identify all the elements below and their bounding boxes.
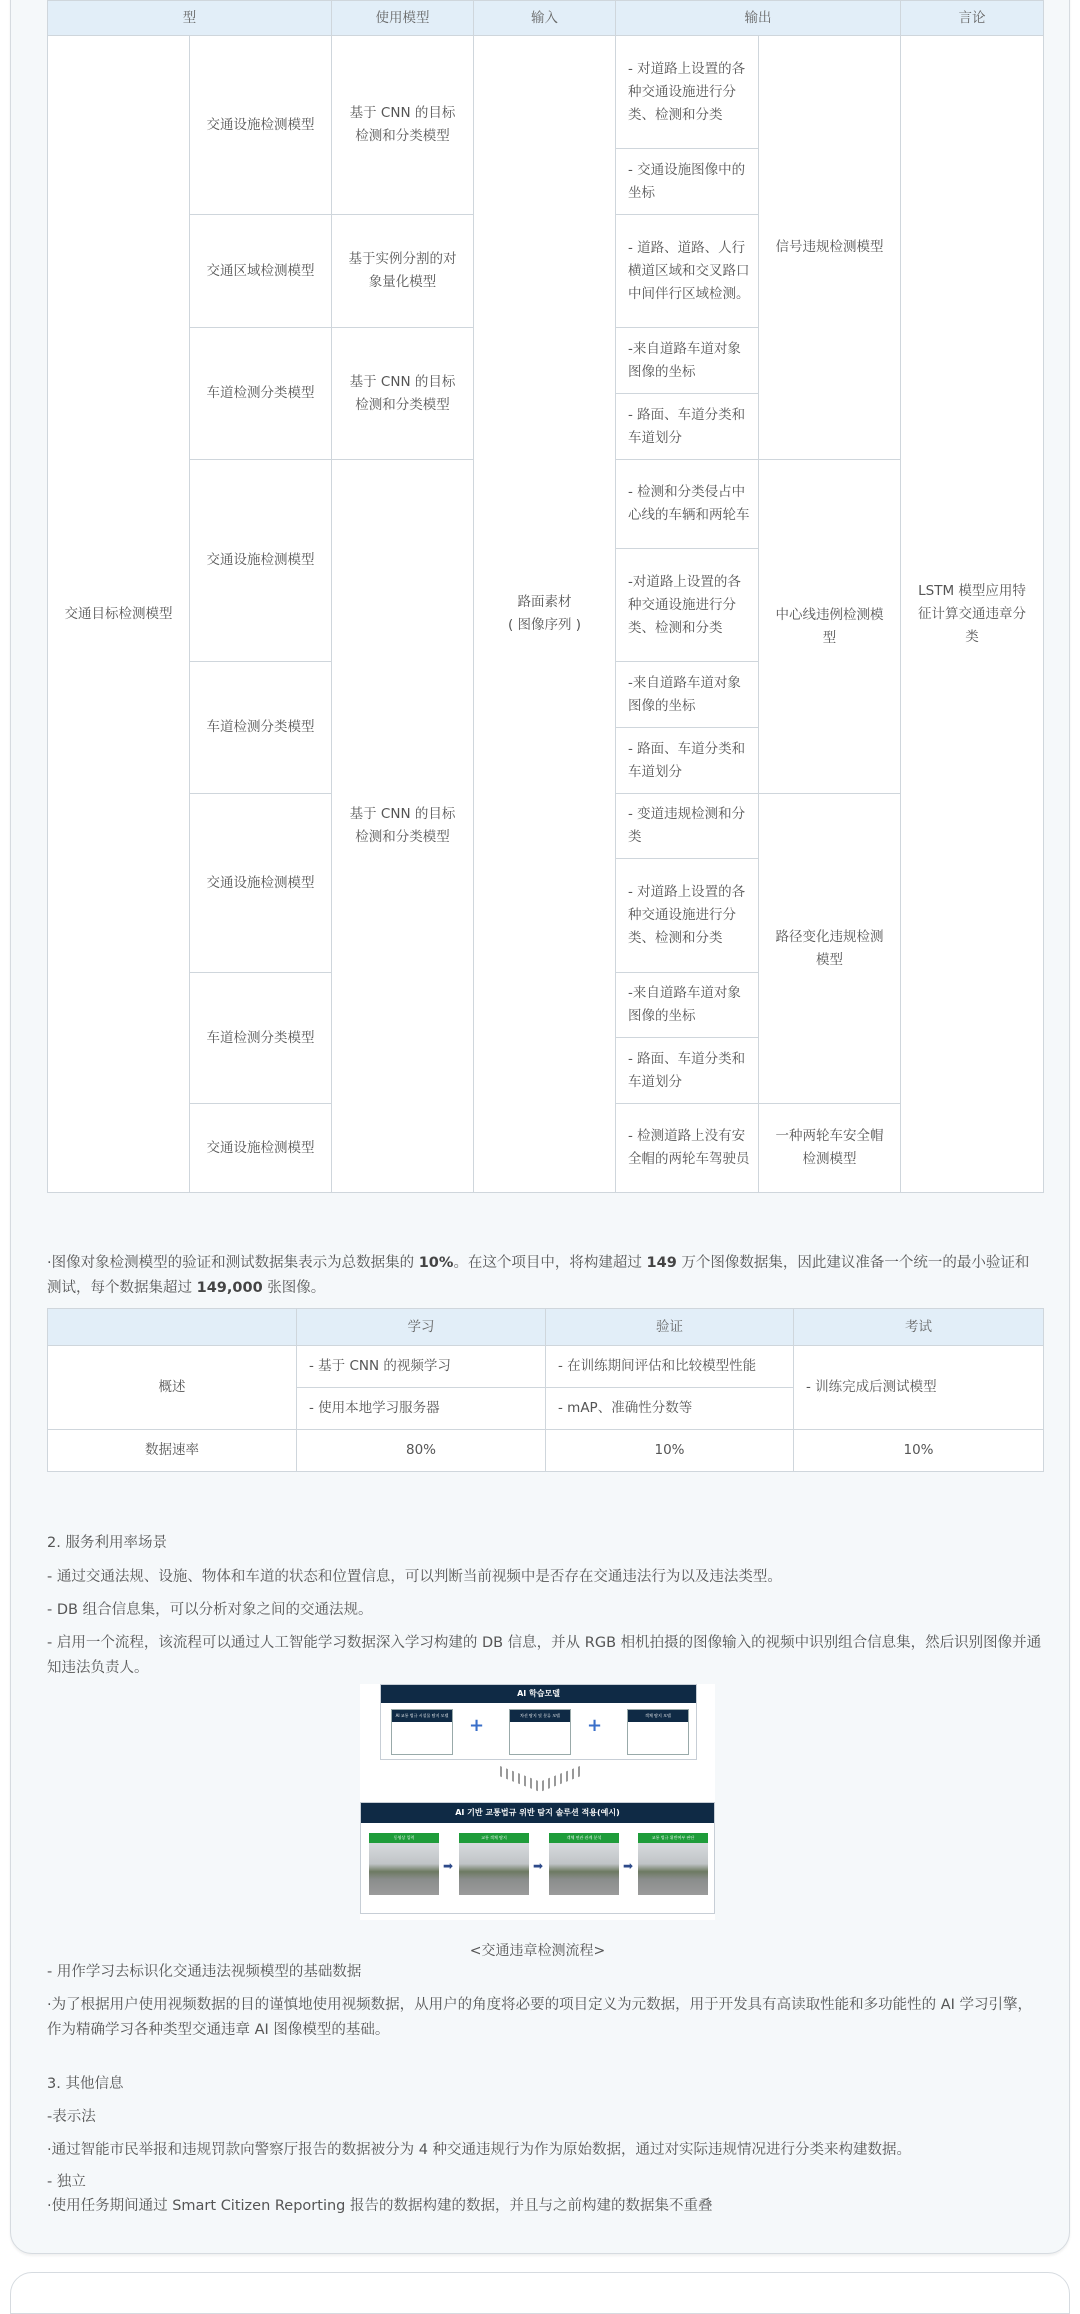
section2-title: 2. 服务利用率场景 (47, 1535, 167, 1551)
output-cell: - 交通设施图像中的坐标 (616, 149, 759, 215)
note-bold: 149,000 (196, 1280, 263, 1296)
header-used-model: 使用模型 (332, 1, 474, 36)
section2-line: - 通过交通法规、设施、物体和车道的状态和位置信息，可以判断当前视频中是否存在交通违法行为以及违法类型。 (47, 1569, 782, 1585)
output-cell: - 路面、车道分类和车道划分 (616, 728, 759, 794)
output-cell: - 对道路上设置的各种交通设施进行分类、检测和分类 (616, 36, 759, 149)
independent-text: ·使用任务期间通过 Smart Citizen Reporting 报告的数据构建的数据，并且与之前构建的数据集不重叠 (47, 2198, 713, 2214)
violation-model-cell: 信号违规检测模型 (759, 36, 901, 460)
ai-model-panel (380, 1684, 697, 1760)
section2-line: - DB 组合信息集，可以分析对象之间的交通法规。 (47, 1602, 373, 1618)
output-cell: -来自道路车道对象图像的坐标 (616, 328, 759, 394)
note-text: ·图像对象检测模型的验证和测试数据集表示为总数据集的 (47, 1255, 419, 1271)
sub-model-cell: 车道检测分类模型 (190, 662, 332, 794)
used-model-cell: 基于 CNN 的目标检测和分类模型 (332, 328, 474, 460)
note-bold: 10% (418, 1255, 454, 1271)
table-row (48, 36, 1044, 149)
violation-model-cell: 一种两轮车安全帽检测模型 (759, 1104, 901, 1193)
header-type: 型 (48, 1, 332, 36)
step-label: 객체 연관 관계 분석 (549, 1833, 619, 1843)
test-cell: - 训练完成后测试模型 (794, 1346, 1044, 1430)
rate-validate: 10% (546, 1430, 794, 1472)
used-model-cell: 基于实例分割的对象量化模型 (332, 215, 474, 328)
header-learn: 学习 (297, 1309, 546, 1346)
chevron-down-icon (500, 1766, 580, 1792)
header-empty (48, 1309, 297, 1346)
plus-icon: + (469, 1715, 485, 1736)
sub-model-cell: 交通设施检测模型 (190, 794, 332, 973)
split-table (47, 1308, 1044, 1472)
section2-line: ·为了根据用户使用视频数据的目的谨慎地使用视频数据，从用户的角度将必要的项目定义为元数据，用于开发具有高读取性能和多功能性的 AI 学习引擎，作为精确学习各种类型交通违章 AI 图像模型的基础。 (47, 1997, 1033, 2038)
output-cell: - 检测道路上没有安全帽的两轮车驾驶员 (616, 1104, 759, 1193)
output-cell: -来自道路车道对象图像的坐标 (616, 662, 759, 728)
figure-top-title: AI 학습모델 (381, 1685, 696, 1703)
category-cell: 交通目标检测模型 (48, 36, 190, 1193)
road-photo (369, 1843, 439, 1895)
output-cell: - 道路、道路、人行横道区域和交叉路口中间伴行区域检测。 (616, 215, 759, 328)
figure-step (369, 1833, 439, 1897)
table-header-row (48, 1, 1044, 36)
road-photo (638, 1843, 708, 1895)
learn-cell: - 使用本地学习服务器 (297, 1388, 546, 1430)
next-card (10, 2272, 1070, 2314)
figure-box (391, 1709, 453, 1755)
table-header-row (48, 1309, 1044, 1346)
figure-box-title: 객체 탐지 모델 (628, 1710, 688, 1722)
violation-flow-figure (360, 1684, 715, 1920)
independent-label: - 独立 (47, 2174, 86, 2190)
step-label: 교통 법규 위반여부 판단 (638, 1833, 708, 1843)
section3-title: 3. 其他信息 (47, 2076, 124, 2092)
table-row (48, 1346, 1044, 1388)
section2-line: - 启用一个流程，该流程可以通过人工智能学习数据深入学习构建的 DB 信息，并从 RGB 相机拍摄的图像输入的视频中识别组合信息集，然后识别图像并通知违法负责人。 (47, 1635, 1042, 1676)
note-bold: 149 (646, 1255, 677, 1271)
header-output: 输出 (616, 1, 901, 36)
output-cell: - 路面、车道分类和车道划分 (616, 394, 759, 460)
output-cell: - 路面、车道分类和车道划分 (616, 1038, 759, 1104)
sub-model-cell: 交通设施检测模型 (190, 1104, 332, 1193)
used-model-cell: 基于 CNN 的目标检测和分类模型 (332, 460, 474, 1193)
sub-model-cell: 交通区域检测模型 (190, 215, 332, 328)
violation-model-cell: 中心线违例检测模型 (759, 460, 901, 794)
rate-test: 10% (794, 1430, 1044, 1472)
table-row (48, 1430, 1044, 1472)
validate-cell: - mAP、准确性分数等 (546, 1388, 794, 1430)
used-model-cell: 基于 CNN 的目标检测和分类模型 (332, 36, 474, 215)
rate-label: 数据速率 (48, 1430, 297, 1472)
sub-model-cell: 交通设施检测模型 (190, 460, 332, 662)
input-line: ( 图像序列 ) (507, 617, 582, 633)
note-text: 张图像。 (262, 1280, 326, 1296)
model-table (47, 0, 1044, 1193)
solution-panel (360, 1802, 715, 1914)
figure-box (627, 1709, 689, 1755)
figure-step (549, 1833, 619, 1897)
figure-box (509, 1709, 571, 1755)
figure-step (638, 1833, 708, 1897)
arrow-right-icon: ➡ (623, 1859, 634, 1873)
overview-label: 概述 (48, 1346, 297, 1430)
rate-learn: 80% (297, 1430, 546, 1472)
note-text: 万个图像数据集，因此建议准备一个统一的最小验证和测试，每个数据集超过 (47, 1255, 1030, 1296)
step-label: 교통 객체 탐지 (459, 1833, 529, 1843)
validate-cell: - 在训练期间评估和比较模型性能 (546, 1346, 794, 1388)
section2-line: - 用作学习去标识化交通违法视频模型的基础数据 (47, 1964, 362, 1980)
figure-caption: <交通违章检测流程> (469, 1943, 606, 1959)
output-cell: -来自道路车道对象图像的坐标 (616, 973, 759, 1038)
arrow-right-icon: ➡ (443, 1859, 454, 1873)
notation-label: -表示法 (47, 2109, 96, 2125)
figure-box-title: AI 교통 법규 시설물 탐지 모델 (392, 1710, 452, 1722)
output-cell: - 对道路上设置的各种交通设施进行分类、检测和分类 (616, 859, 759, 973)
figure-box-title: 차선 탐지 및 분류 모델 (510, 1710, 570, 1722)
figure-step (459, 1833, 529, 1897)
note-text: 。在这个项目中，将构建超过 (453, 1255, 647, 1271)
arrow-right-icon: ➡ (533, 1859, 544, 1873)
output-cell: - 变道违规检测和分类 (616, 794, 759, 859)
road-photo (459, 1843, 529, 1895)
violation-model-cell: 路径变化违规检测模型 (759, 794, 901, 1104)
sub-model-cell: 车道检测分类模型 (190, 328, 332, 460)
step-label: 동영상 입력 (369, 1833, 439, 1843)
sub-model-cell: 交通设施检测模型 (190, 36, 332, 215)
road-photo (549, 1843, 619, 1895)
header-validate: 验证 (546, 1309, 794, 1346)
notation-text: ·通过智能市民举报和违规罚款向警察厅报告的数据被分为 4 种交通违规行为作为原始数据，通过对实际违规情况进行分类来构建数据。 (47, 2142, 912, 2158)
output-cell: -对道路上设置的各种交通设施进行分类、检测和分类 (616, 549, 759, 662)
dataset-note (47, 1251, 1043, 1301)
plus-icon: + (587, 1715, 603, 1736)
figure-bottom-title: AI 기반 교통법규 위반 탐지 솔루션 적용(예시) (361, 1803, 714, 1823)
header-remark: 言论 (901, 1, 1044, 36)
sub-model-cell: 车道检测分类模型 (190, 973, 332, 1104)
learn-cell: - 基于 CNN 的视频学习 (297, 1346, 546, 1388)
output-cell: - 检测和分类侵占中心线的车辆和两轮车 (616, 460, 759, 549)
input-line: 路面素材 (517, 594, 572, 610)
input-cell (474, 36, 616, 1193)
header-test: 考试 (794, 1309, 1044, 1346)
header-input: 输入 (474, 1, 616, 36)
remark-cell: LSTM 模型应用特征计算交通违章分类 (901, 36, 1044, 1193)
